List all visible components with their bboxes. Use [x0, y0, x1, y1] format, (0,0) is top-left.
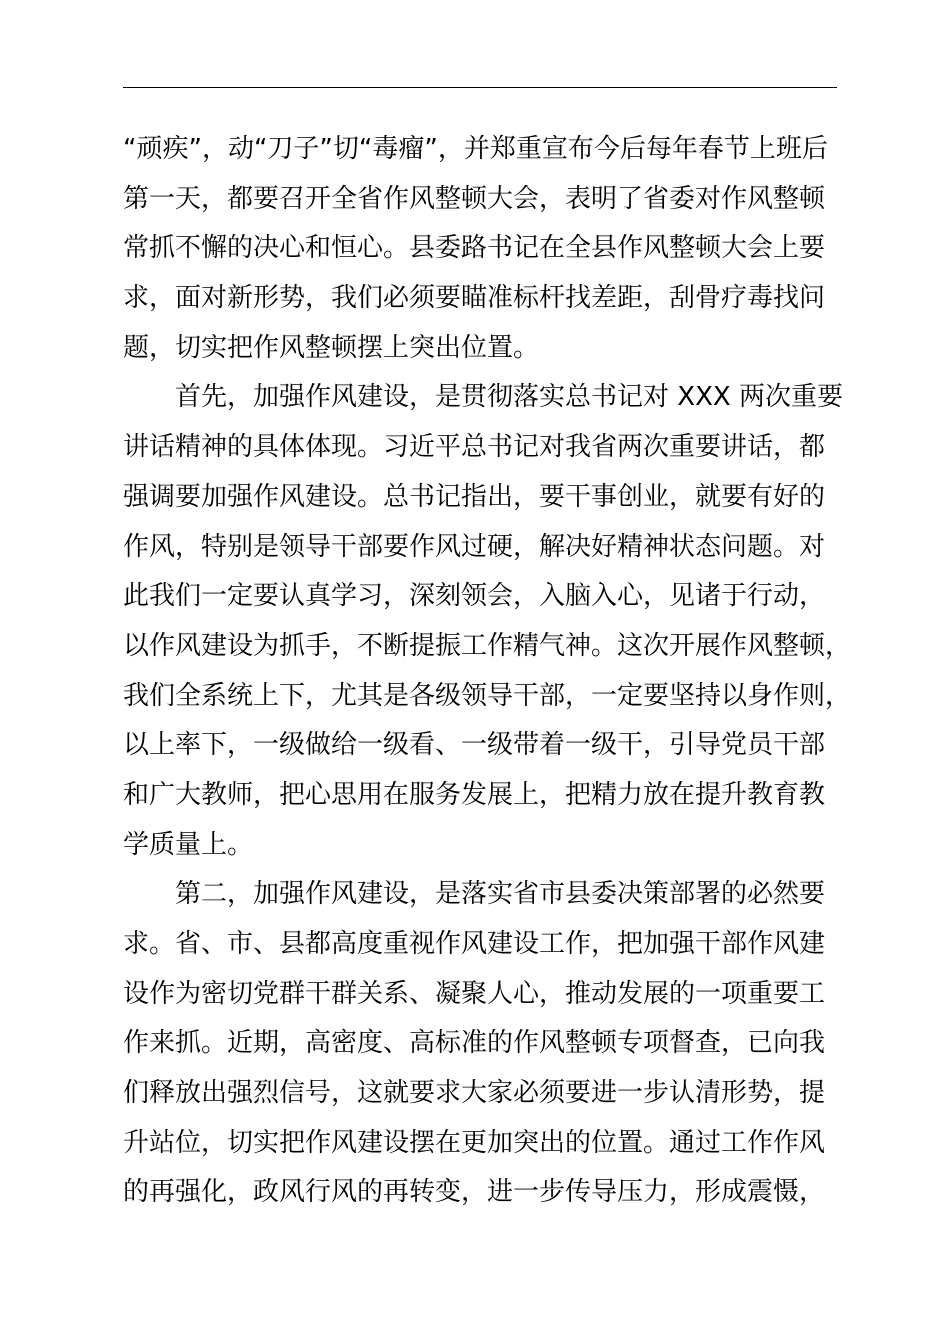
- text-line: 强调要加强作风建设。总书记指出，要干事创业，就要有好的: [123, 481, 826, 512]
- text-line: 设作为密切党群干群关系、凝聚人心，推动发展的一项重要工: [123, 978, 826, 1009]
- text-line: 第一天，都要召开全省作风整顿大会，表明了省委对作风整顿: [123, 183, 826, 214]
- text-line: 常抓不懈的决心和恒心。县委路书记在全县作风整顿大会上要: [123, 233, 826, 264]
- text-line: 升站位，切实把作风建设摆在更加突出的位置。通过工作作风: [123, 1127, 826, 1158]
- paragraph-first-line: 第二，加强作风建设，是落实省市县委决策部署的必然要: [175, 879, 826, 910]
- text-line: 以上率下，一级做给一级看、一级带着一级干，引导党员干部: [123, 730, 826, 761]
- text-line: 此我们一定要认真学习，深刻领会，入脑入心，见诸于行动，: [123, 581, 826, 612]
- header-rule: [123, 87, 837, 88]
- text-line: 和广大教师，把心思用在服务发展上，把精力放在提升教育教: [123, 779, 826, 810]
- paragraph-first-line: 首先，加强作风建设，是贯彻落实总书记对 XXX 两次重要: [175, 382, 843, 413]
- text-line: 求。省、市、县都高度重视作风建设工作，把加强干部作风建: [123, 929, 826, 959]
- text-line: 的再强化，政风行风的再转变，进一步传导压力，形成震慑，: [123, 1177, 826, 1208]
- text-line: 学质量上。: [123, 829, 254, 860]
- text-line: 讲话精神的具体体现。习近平总书记对我省两次重要讲话，都: [123, 432, 826, 463]
- text-line: 题，切实把作风整顿摆上突出位置。: [123, 332, 540, 363]
- text-line: 作来抓。近期，高密度、高标准的作风整顿专项督查，已向我: [123, 1028, 826, 1059]
- text-line: 我们全系统上下，尤其是各级领导干部，一定要坚持以身作则，: [123, 680, 852, 711]
- text-line: 们释放出强烈信号，这就要求大家必须要进一步认清形势，提: [123, 1078, 826, 1109]
- body-text: [123, 125, 852, 1218]
- text-line: “顽疾”，动“刀子”切“毒瘤”，并郑重宣布今后每年春节上班后: [123, 134, 828, 164]
- text-line: 求，面对新形势，我们必须要瞄准标杆找差距，刮骨疗毒找问: [123, 283, 826, 314]
- text-line: 作风，特别是领导干部要作风过硬，解决好精神状态问题。对: [123, 531, 826, 562]
- text-line: 以作风建设为抓手，不断提振工作精气神。这次开展作风整顿，: [123, 630, 852, 661]
